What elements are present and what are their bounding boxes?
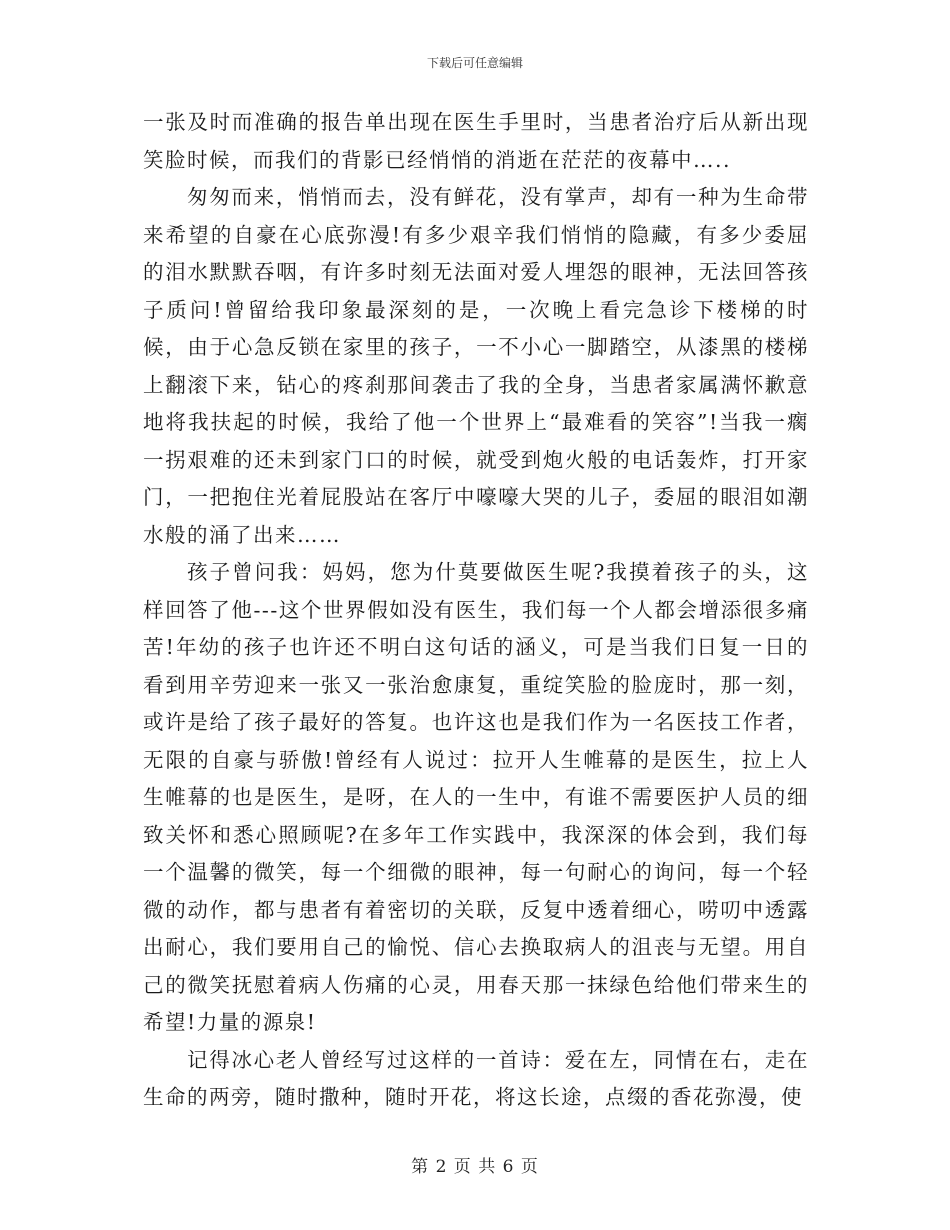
paragraph-3: 孩子曾问我：妈妈，您为什莫要做医生呢?我摸着孩子的头，这样回答了他---这个世界假如没有医生，我们每一个人都会增添很多痛苦!年幼的孩子也许还不明白这句话的涵义，可是当我们日复一日的看到用辛劳迎来一张又一张治愈康复，重绽笑脸的脸庞时，那一刻，或许是给了孩子最好的答复。也许这也是我们作为一名医技工作者，无限的自豪与骄傲!曾经有人说过：拉开人生帷幕的是医生，拉上人生帷幕的也是医生，是呀，在人的一生中，有谁不需要医护人员的细致关怀和悉心照顾呢?在多年工作实践中，我深深的体会到，我们每一个温馨的微笑，每一个细微的眼神，每一句耐心的询问，每一个轻微的动作，都与患者有着密切的关联，反复中透着细心，唠叨中透露出耐心，我们要用自己的愉悦、信心去换取病人的沮丧与无望。用自己的微笑抚慰着病人伤痛的心灵，用春天那一抹绿色给他们带来生的希望!力量的源泉!: [143, 560, 809, 1034]
paragraph-4: 记得冰心老人曾经写过这样的一首诗：爱在左，同情在右，走在生命的两旁，随时撒种，随时开花，将这长途，点缀的香花弥漫，使: [143, 1047, 809, 1109]
paragraph-2: 匆匆而来，悄悄而去，没有鲜花，没有掌声，却有一种为生命带来希望的自豪在心底弥漫!有多少艰辛我们悄悄的隐藏，有多少委屈的泪水默默吞咽，有许多时刻无法面对爱人埋怨的眼神，无法回答孩子质问!曾留给我印象最深刻的是，一次晚上看完急诊下楼梯的时候，由于心急反锁在家里的孩子，一不小心一脚踏空，从漆黑的楼梯上翻滚下来，钻心的疼刹那间袭击了我的全身，当患者家属满怀歉意地将我扶起的时候，我给了他一个世界上“最难看的笑容”!当我一瘸一拐艰难的还未到家门口的时候，就受到炮火般的电话轰炸，打开家门，一把抱住光着屁股站在客厅中嚎嚎大哭的儿子，委屈的眼泪如潮水般的涌了出来……: [143, 185, 809, 547]
page-number-footer: 第 2 页 共 6 页: [411, 1157, 539, 1177]
document-body: [143, 104, 809, 1117]
paragraph-1: 一张及时而准确的报告单出现在医生手里时，当患者治疗后从新出现笑脸时候，而我们的背影已经悄悄的消逝在茫茫的夜幕中…..: [143, 110, 809, 172]
page-header-note: 下载后可任意编辑: [426, 56, 523, 70]
